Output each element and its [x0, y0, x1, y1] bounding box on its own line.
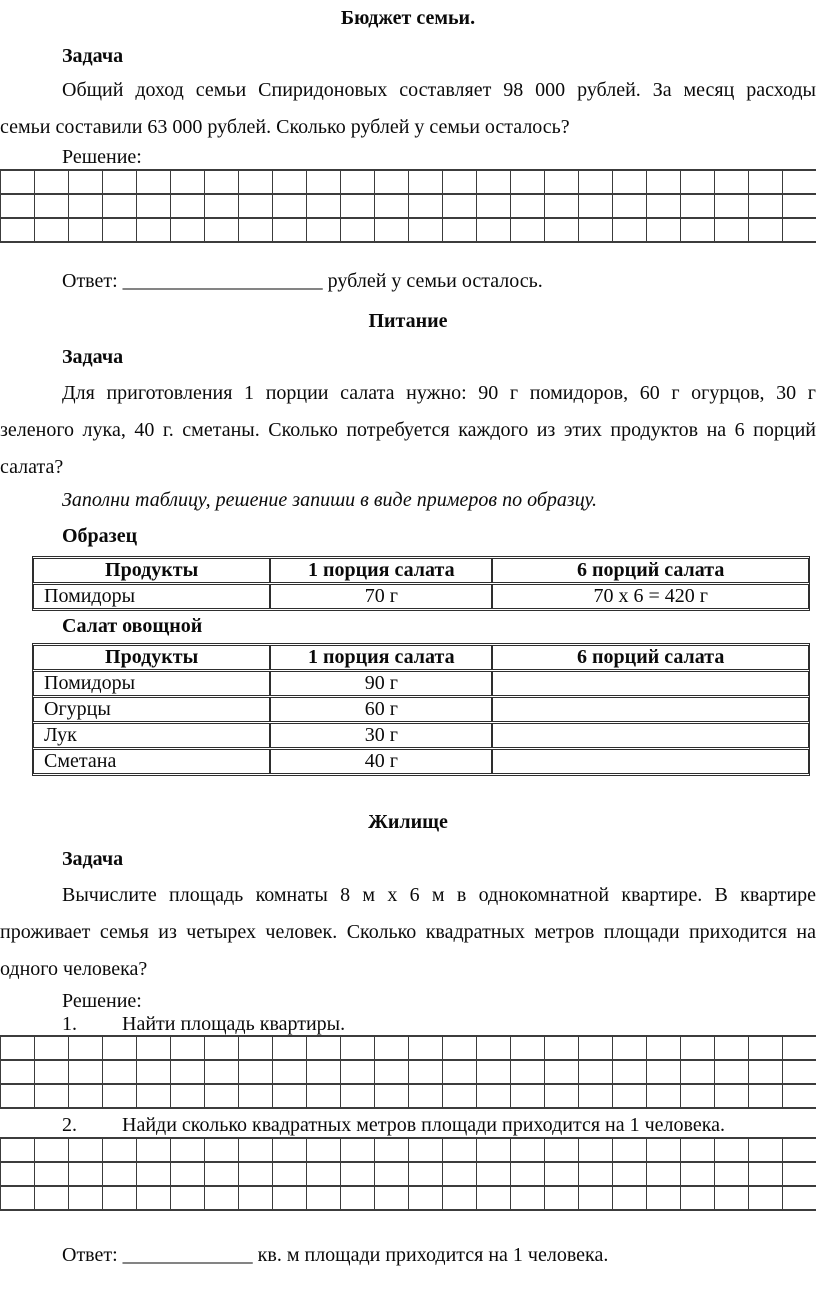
six-portions-empty-cell[interactable] — [492, 671, 809, 696]
table-row — [33, 723, 809, 748]
housing-problem-line: проживает семья из четырех человек. Сколько квадратных метров площади приходится на — [0, 921, 816, 943]
nutrition-problem-text — [0, 375, 816, 486]
column-header-six-portions: 6 порций салата — [492, 645, 809, 670]
housing-solution-label: Решение: — [62, 990, 142, 1012]
six-portions-empty-cell[interactable] — [492, 697, 809, 722]
column-header-one-portion: 1 порция салата — [270, 645, 492, 670]
column-header-products: Продукты — [33, 645, 270, 670]
six-portions-empty-cell[interactable] — [492, 749, 809, 774]
step-text: Найди сколько квадратных метров площади приходится на 1 человека. — [122, 1114, 726, 1136]
nutrition-problem-line: Для приготовления 1 порции салата нужно: 90 г помидоров, 60 г огурцов, 30 г — [62, 382, 816, 404]
table-header-row — [33, 558, 809, 583]
product-name-cell: Огурцы — [33, 697, 270, 722]
one-portion-cell: 60 г — [270, 697, 492, 722]
step-number: 2. — [62, 1114, 77, 1136]
step-text: Найти площадь квартиры. — [122, 1013, 346, 1035]
column-header-one-portion: 1 порция салата — [270, 558, 492, 583]
budget-solution-label: Решение: — [62, 146, 142, 168]
product-name-cell: Помидоры — [33, 671, 270, 696]
budget-solution-grid[interactable] — [0, 169, 816, 243]
table-row — [33, 584, 809, 609]
housing-section-heading: Жилище — [368, 811, 448, 833]
product-name-cell: Сметана — [33, 749, 270, 774]
budget-problem-text — [0, 72, 816, 146]
one-portion-cell: 90 г — [270, 671, 492, 696]
housing-task-label: Задача — [62, 848, 124, 870]
housing-problem-line: Вычислите площадь комнаты 8 м х 6 м в однокомнатной квартире. В квартире — [62, 884, 816, 906]
nutrition-task-label: Задача — [62, 346, 124, 368]
step-number: 1. — [62, 1013, 77, 1035]
budget-answer-blank[interactable]: Ответ: ____________________ рублей у семьи осталось. — [62, 270, 543, 292]
sample-table — [32, 556, 810, 611]
page-title: Бюджет семьи. — [340, 7, 476, 29]
six-portions-cell: 70 х 6 = 420 г — [492, 584, 809, 609]
budget-problem-line: Общий доход семьи Спиридоновых составляет 98 000 рублей. За месяц расходы — [62, 79, 816, 101]
product-name-cell: Помидоры — [33, 584, 270, 609]
solution-step-1 — [62, 1013, 816, 1035]
column-header-six-portions: 6 порций салата — [492, 558, 809, 583]
nutrition-section-heading: Питание — [368, 310, 448, 332]
fill-table-instruction: Заполни таблицу, решение запиши в виде примеров по образцу. — [62, 489, 598, 511]
salad-table — [32, 643, 810, 776]
solution-step-2 — [62, 1113, 816, 1137]
sample-label: Образец — [62, 525, 138, 547]
nutrition-problem-line: салата? — [0, 456, 64, 478]
salad-label: Салат овощной — [62, 615, 203, 637]
housing-problem-text — [0, 877, 816, 988]
column-header-products: Продукты — [33, 558, 270, 583]
one-portion-cell: 40 г — [270, 749, 492, 774]
table-row — [33, 697, 809, 722]
housing-answer-blank[interactable]: Ответ: _____________ кв. м площади приходится на 1 человека. — [62, 1244, 609, 1266]
budget-task-label: Задача — [62, 45, 124, 67]
product-name-cell: Лук — [33, 723, 270, 748]
housing-problem-line: одного человека? — [0, 958, 148, 980]
housing-solution-grid-2[interactable] — [0, 1137, 816, 1211]
nutrition-problem-line: зеленого лука, 40 г. сметаны. Сколько потребуется каждого из этих продуктов на 6 порций — [0, 419, 816, 441]
table-header-row — [33, 645, 809, 670]
one-portion-cell: 30 г — [270, 723, 492, 748]
housing-solution-grid-1[interactable] — [0, 1035, 816, 1109]
table-row — [33, 749, 809, 774]
six-portions-empty-cell[interactable] — [492, 723, 809, 748]
one-portion-cell: 70 г — [270, 584, 492, 609]
table-row — [33, 671, 809, 696]
budget-problem-line: семьи составили 63 000 рублей. Сколько рублей у семьи осталось? — [0, 116, 570, 138]
worksheet-page — [0, 6, 816, 1290]
